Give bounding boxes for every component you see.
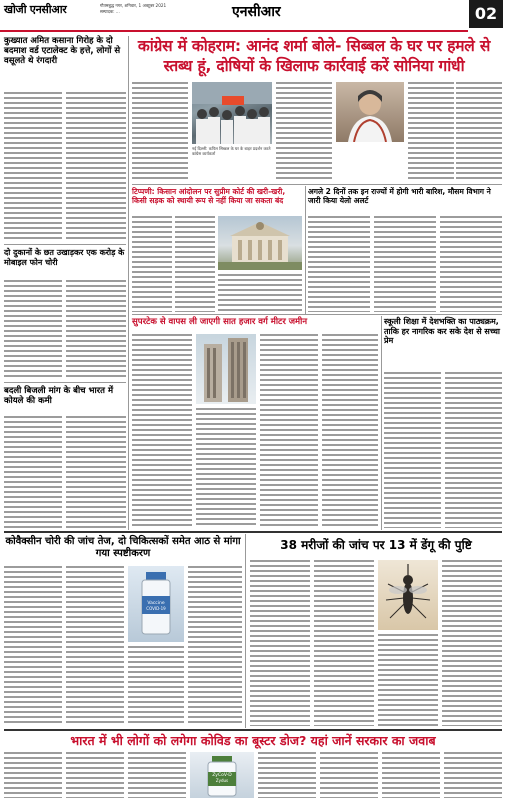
mosquito-photo: [378, 560, 438, 630]
dengue-body-1: [250, 560, 310, 726]
supertech-towers-photo: [196, 334, 256, 404]
sibal-story-body-4: [456, 82, 502, 182]
towers-image: [196, 334, 256, 404]
left-story-1-body-b: [66, 92, 126, 242]
school-headline: स्कूली शिक्षा में देशभक्ति का पाठ्यक्रम, ताकि हर नागरिक कर सके देश से सच्चा प्रेम: [384, 317, 501, 346]
rain-body-3: [440, 216, 502, 312]
booster-body-1: [4, 752, 62, 798]
booster-headline: भारत में भी लोगों को लगेगा कोविड का बूस्टर डोज? यहां जानें सरकार का जवाब: [70, 733, 436, 748]
supertech-body-4: [322, 334, 378, 528]
bottom-divider: [4, 729, 502, 731]
left-divider-2: [4, 382, 126, 383]
left-story-2-body: [4, 280, 62, 380]
left-divider-1: [4, 244, 126, 245]
masthead-date: गौतमबुद्ध नगर, शनिवार, 1 अक्टूबर 2021: [100, 3, 167, 8]
court-building-image: [218, 216, 302, 270]
masthead-editor: सम्पादक: ...: [100, 9, 120, 14]
sibal-story-body-1: [132, 82, 188, 182]
protest-photo: [192, 82, 272, 144]
main-headline: कांग्रेस में कोहराम: आनंद शर्मा बोले- सिब्बल के घर पर हमले से स्तब्ध हूं, दोषियों के खिलाफ कार्रवाई करें सोनिया गांधी: [137, 37, 491, 75]
mosquito-image: [378, 560, 438, 630]
covaxin-body-4: [188, 566, 242, 726]
left-story-2-body-b: [66, 280, 126, 380]
left-story-1-body: [4, 92, 62, 242]
sibal-story-body-3: [408, 82, 454, 182]
dengue-body-3: [378, 634, 438, 726]
photo-caption: नई दिल्ली: कपिल सिब्बल के घर के बाहर प्रदर्शन करते कांग्रेस कार्यकर्ता: [192, 146, 271, 156]
rain-body-1: [308, 216, 370, 312]
booster-body-7: [444, 752, 502, 798]
covaxin-headline: कोवैक्सीन चोरी की जांच तेज, दो चिकित्सकों समेत आठ से मांगा गया स्पष्टीकरण: [5, 536, 241, 559]
sonia-gandhi-photo: [336, 82, 404, 142]
booster-body-4: [258, 752, 316, 798]
booster-body-3: [128, 752, 186, 798]
page-number: 02: [469, 0, 503, 28]
dengue-headline: 38 मरीजों की जांच पर 13 में डेंगू की पुष्टि: [280, 538, 472, 552]
rain-headline: अगले 2 दिनों तक इन राज्यों में होगी भारी बारिश, मौसम विभाग ने जारी किया येलो अलर्ट: [308, 187, 491, 205]
school-body-1: [384, 372, 441, 528]
newspaper-logo: खोजी एनसीआर: [4, 3, 67, 16]
crowd-image: [192, 82, 272, 144]
tippani-headline: टिप्पणी: किसान आंदोलन पर सुप्रीम कोर्ट की खरी-खरी, किसी सड़क को स्थायी रूप से नहीं किया जा सकता बंद: [132, 187, 286, 205]
column-rule-mid: [305, 186, 306, 314]
masthead: [0, 0, 505, 32]
covaxin-body-1: [4, 566, 62, 726]
dengue-body-4: [442, 560, 502, 726]
supertech-headline: सुपरटेक से वापस ली जाएगी सात हजार वर्ग मीटर जमीन: [132, 317, 308, 327]
masthead-meta: [100, 3, 240, 15]
booster-body-2: [66, 752, 124, 798]
supertech-body-1: [132, 334, 192, 528]
left-story-3-body: [4, 416, 62, 528]
supertech-body-2: [196, 408, 256, 528]
column-rule-left: [128, 36, 129, 530]
booster-body-5: [320, 752, 378, 798]
supertech-body-3: [260, 334, 318, 528]
covaxin-body-2: [66, 566, 124, 726]
headline-block-divider: [132, 184, 502, 185]
covaxin-body-3: [128, 646, 184, 726]
school-body-2: [445, 372, 502, 528]
left-story-3-body-b: [66, 416, 126, 528]
dengue-body-2: [314, 560, 374, 726]
vaccine-vial-label: Vaccine: [147, 601, 165, 606]
mid-divider: [132, 314, 502, 315]
portrait-image: [336, 82, 404, 142]
supreme-court-photo: [218, 216, 302, 270]
tippani-body-2: [175, 216, 215, 312]
lower-divider: [4, 531, 502, 533]
rain-body-2: [374, 216, 436, 312]
sibal-story-body-2: [276, 82, 332, 182]
booster-vial-label: ZyCoV-D: [212, 773, 232, 778]
left-story-2-headline: दो दुकानों के छत उखाड़कर एक करोड़ के मोबाइल फोन चोरी: [4, 248, 125, 267]
header-divider: [0, 30, 468, 32]
tippani-body-1: [132, 216, 172, 312]
booster-vial-sub: Zydus: [215, 778, 229, 783]
section-title: एनसीआर: [232, 4, 281, 20]
vaccine-vial-sub: COVID-19: [146, 606, 166, 611]
left-story-3-headline: बदली बिजली मांग के बीच भारत में कोयले की कमी: [4, 386, 114, 407]
tippani-body-3: [218, 274, 302, 312]
left-story-1-headline: कुख्यात अमित कसाना गिरोह के दो बदमाश वर्ड एटालेक्ट के हत्ते, लोगों से वसूलते थे रंगदारी: [4, 36, 121, 67]
column-rule-right: [381, 316, 382, 530]
booster-body-6: [382, 752, 440, 798]
column-rule-lower: [245, 534, 246, 728]
